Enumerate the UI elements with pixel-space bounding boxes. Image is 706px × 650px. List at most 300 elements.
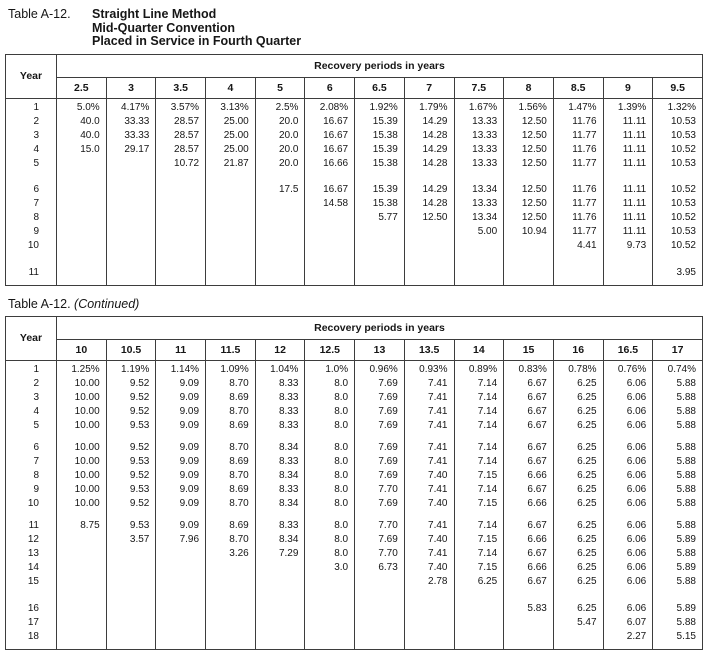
spacer-cell — [653, 171, 703, 183]
table-row — [6, 115, 703, 129]
recovery-periods-header: Recovery periods in years — [57, 54, 703, 77]
spacer-cell — [603, 589, 653, 602]
spacer-cell — [553, 280, 603, 285]
table2-body — [6, 360, 703, 649]
rate-cell: 11.77 — [553, 225, 603, 239]
table-row — [6, 391, 703, 405]
rate-cell — [57, 211, 107, 225]
year-cell: 5 — [6, 157, 57, 171]
table-row — [6, 266, 703, 280]
rate-cell: 7.41 — [404, 377, 454, 391]
rate-cell: 10.00 — [57, 455, 107, 469]
rate-cell — [57, 183, 107, 197]
spacer-cell — [504, 171, 554, 183]
rate-cell: 13.34 — [454, 211, 504, 225]
year-cell: 3 — [6, 391, 57, 405]
rate-cell: 6.67 — [504, 547, 554, 561]
spacer-cell — [305, 511, 355, 519]
rate-cell: 13.33 — [454, 129, 504, 143]
table-row — [6, 363, 703, 377]
rate-cell: 6.06 — [603, 561, 653, 575]
rate-cell: 9.09 — [156, 441, 206, 455]
table-row — [6, 533, 703, 547]
rate-cell: 6.06 — [603, 483, 653, 497]
rate-cell: 0.93% — [404, 363, 454, 377]
table-row — [6, 183, 703, 197]
spacer-cell — [6, 280, 57, 285]
rate-cell — [255, 575, 305, 589]
rate-cell: 7.41 — [404, 405, 454, 419]
spacer-cell — [504, 644, 554, 649]
rate-cell — [106, 239, 156, 253]
rate-cell — [206, 575, 256, 589]
rate-cell: 6.66 — [504, 497, 554, 511]
rate-cell: 5.88 — [653, 469, 703, 483]
rate-cell: 15.38 — [355, 157, 405, 171]
rate-cell: 8.70 — [206, 533, 256, 547]
rate-cell: 8.34 — [255, 533, 305, 547]
table-row — [6, 483, 703, 497]
spacer-cell — [553, 433, 603, 441]
spacer-cell — [6, 253, 57, 266]
rate-cell: 7.40 — [404, 469, 454, 483]
rate-cell: 9.53 — [106, 519, 156, 533]
rate-cell: 14.58 — [305, 197, 355, 211]
rate-cell: 2.27 — [603, 630, 653, 644]
rate-cell — [255, 266, 305, 280]
spacer-cell — [57, 433, 107, 441]
rate-cell: 6.06 — [603, 575, 653, 589]
rate-cell — [255, 616, 305, 630]
rate-cell: 0.96% — [355, 363, 405, 377]
year-cell: 6 — [6, 441, 57, 455]
rate-cell: 6.25 — [553, 561, 603, 575]
spacer-cell — [206, 171, 256, 183]
rate-cell: 12.50 — [404, 211, 454, 225]
spacer-cell — [653, 644, 703, 649]
rate-cell: 10.00 — [57, 391, 107, 405]
rate-cell — [454, 602, 504, 616]
rate-cell: 1.39% — [603, 101, 653, 115]
rate-cell: 11.11 — [603, 225, 653, 239]
table1-title-lines — [92, 8, 301, 49]
rate-cell: 8.69 — [206, 519, 256, 533]
rate-cell: 9.53 — [106, 483, 156, 497]
rate-cell: 3.26 — [206, 547, 256, 561]
rate-cell: 7.40 — [404, 533, 454, 547]
rate-cell: 10.00 — [57, 497, 107, 511]
spacer-cell — [106, 644, 156, 649]
rate-cell: 10.53 — [653, 129, 703, 143]
year-cell: 18 — [6, 630, 57, 644]
spacer-cell — [57, 589, 107, 602]
table-row — [6, 602, 703, 616]
rate-cell: 33.33 — [106, 129, 156, 143]
rate-cell: 7.69 — [355, 377, 405, 391]
rate-cell: 6.67 — [504, 405, 554, 419]
rate-cell: 13.34 — [454, 183, 504, 197]
table-row — [6, 239, 703, 253]
spacer-cell — [355, 511, 405, 519]
table1-title-line-2: Mid-Quarter Convention — [92, 20, 236, 35]
table-row — [6, 211, 703, 225]
recovery-period-column-header: 15 — [504, 339, 554, 360]
rate-cell: 8.33 — [255, 419, 305, 433]
rate-cell — [454, 616, 504, 630]
rate-cell: 5.88 — [653, 519, 703, 533]
rate-cell: 8.33 — [255, 391, 305, 405]
year-cell: 13 — [6, 547, 57, 561]
rate-cell: 11.11 — [603, 197, 653, 211]
rate-cell: 6.25 — [553, 405, 603, 419]
year-cell: 8 — [6, 469, 57, 483]
rate-cell — [504, 616, 554, 630]
rate-cell: 7.15 — [454, 561, 504, 575]
rate-cell: 11.11 — [603, 157, 653, 171]
spacer-cell — [454, 171, 504, 183]
rate-cell: 0.78% — [553, 363, 603, 377]
spacer-cell — [255, 589, 305, 602]
spacer-cell — [255, 253, 305, 266]
rate-cell: 8.69 — [206, 455, 256, 469]
rate-cell: 9.52 — [106, 405, 156, 419]
rate-cell — [206, 266, 256, 280]
rate-cell: 13.33 — [454, 115, 504, 129]
rate-cell — [504, 266, 554, 280]
rate-cell — [106, 547, 156, 561]
spacer-cell — [603, 511, 653, 519]
recovery-period-column-header: 9 — [603, 77, 653, 98]
rate-cell: 6.06 — [603, 455, 653, 469]
spacer-cell — [603, 171, 653, 183]
year-cell: 11 — [6, 519, 57, 533]
rate-cell: 10.00 — [57, 377, 107, 391]
rate-cell: 8.0 — [305, 547, 355, 561]
table2-continued-label: (Continued) — [74, 296, 140, 311]
rate-cell: 8.0 — [305, 469, 355, 483]
rate-cell: 40.0 — [57, 115, 107, 129]
rate-cell: 8.0 — [305, 441, 355, 455]
rate-cell: 1.14% — [156, 363, 206, 377]
rate-cell: 6.25 — [553, 519, 603, 533]
rate-cell: 16.67 — [305, 115, 355, 129]
recovery-period-column-header: 12.5 — [305, 339, 355, 360]
rate-cell — [106, 630, 156, 644]
rate-cell: 5.88 — [653, 575, 703, 589]
spacer-cell — [156, 644, 206, 649]
rate-cell: 7.41 — [404, 455, 454, 469]
rate-cell: 6.25 — [553, 455, 603, 469]
rate-cell — [305, 575, 355, 589]
rate-cell: 5.00 — [454, 225, 504, 239]
spacer-cell — [57, 280, 107, 285]
rate-cell: 4.41 — [553, 239, 603, 253]
rate-cell: 15.38 — [355, 197, 405, 211]
table-row — [6, 101, 703, 115]
spacer-cell — [653, 253, 703, 266]
rate-cell — [206, 225, 256, 239]
table-row — [6, 419, 703, 433]
rate-cell — [355, 266, 405, 280]
recovery-period-column-header: 2.5 — [57, 77, 107, 98]
rate-cell: 40.0 — [57, 129, 107, 143]
recovery-period-column-header: 13.5 — [404, 339, 454, 360]
spacer-cell — [355, 171, 405, 183]
spacer-cell — [57, 253, 107, 266]
rate-cell — [355, 225, 405, 239]
rate-cell: 25.00 — [206, 129, 256, 143]
rate-cell: 11.76 — [553, 211, 603, 225]
rate-cell: 1.04% — [255, 363, 305, 377]
spacer-cell — [305, 644, 355, 649]
rate-cell — [156, 561, 206, 575]
rate-cell: 1.92% — [355, 101, 405, 115]
rate-cell: 9.09 — [156, 483, 206, 497]
rate-cell: 6.06 — [603, 377, 653, 391]
rate-cell: 7.69 — [355, 405, 405, 419]
rate-cell: 6.06 — [603, 547, 653, 561]
year-cell: 8 — [6, 211, 57, 225]
rate-cell: 6.25 — [553, 533, 603, 547]
recovery-period-column-header: 11.5 — [206, 339, 256, 360]
rate-cell: 6.06 — [603, 441, 653, 455]
rate-cell — [57, 602, 107, 616]
table-row — [6, 616, 703, 630]
rate-cell: 7.15 — [454, 469, 504, 483]
rate-cell: 9.73 — [603, 239, 653, 253]
rate-cell — [106, 575, 156, 589]
spacer-cell — [404, 253, 454, 266]
rate-cell: 5.88 — [653, 616, 703, 630]
rate-cell: 8.33 — [255, 483, 305, 497]
spacer-cell — [206, 433, 256, 441]
year-cell: 10 — [6, 239, 57, 253]
rate-cell — [255, 197, 305, 211]
rate-cell: 10.00 — [57, 419, 107, 433]
rate-cell: 2.78 — [404, 575, 454, 589]
spacer-cell — [57, 644, 107, 649]
rate-cell: 5.88 — [653, 455, 703, 469]
rate-cell — [106, 266, 156, 280]
rate-cell — [156, 266, 206, 280]
rate-cell: 1.0% — [305, 363, 355, 377]
spacer-cell — [504, 253, 554, 266]
year-cell: 5 — [6, 419, 57, 433]
rate-cell: 3.0 — [305, 561, 355, 575]
rate-cell — [553, 630, 603, 644]
rate-cell: 15.38 — [355, 129, 405, 143]
rate-cell: 28.57 — [156, 143, 206, 157]
rate-cell: 6.67 — [504, 575, 554, 589]
spacer-row — [6, 280, 703, 285]
rate-cell: 8.69 — [206, 391, 256, 405]
spacer-cell — [603, 280, 653, 285]
spacer-cell — [305, 589, 355, 602]
rate-cell: 14.28 — [404, 129, 454, 143]
rate-cell: 7.70 — [355, 483, 405, 497]
rate-cell: 10.52 — [653, 239, 703, 253]
rate-cell: 7.69 — [355, 469, 405, 483]
rate-cell: 7.41 — [404, 419, 454, 433]
year-cell: 14 — [6, 561, 57, 575]
rate-cell: 14.29 — [404, 143, 454, 157]
rate-cell: 4.17% — [106, 101, 156, 115]
rate-cell: 8.75 — [57, 519, 107, 533]
table-row — [6, 129, 703, 143]
rate-cell: 8.0 — [305, 533, 355, 547]
rate-cell — [355, 602, 405, 616]
table-row — [6, 630, 703, 644]
rate-cell: 5.88 — [653, 405, 703, 419]
spacer-row — [6, 511, 703, 519]
rate-cell — [305, 616, 355, 630]
rate-cell: 6.67 — [504, 377, 554, 391]
rate-cell: 7.69 — [355, 455, 405, 469]
recovery-period-column-header: 3.5 — [156, 77, 206, 98]
spacer-cell — [106, 280, 156, 285]
rate-cell: 6.67 — [504, 441, 554, 455]
rate-cell: 8.34 — [255, 441, 305, 455]
spacer-cell — [106, 171, 156, 183]
rate-cell — [255, 211, 305, 225]
rate-cell: 7.70 — [355, 547, 405, 561]
rate-cell — [355, 239, 405, 253]
rate-cell: 5.89 — [653, 602, 703, 616]
rate-cell — [255, 225, 305, 239]
spacer-cell — [404, 589, 454, 602]
rate-cell: 6.67 — [504, 419, 554, 433]
rate-cell: 7.41 — [404, 483, 454, 497]
rate-cell — [57, 266, 107, 280]
rate-cell: 7.40 — [404, 497, 454, 511]
table-row — [6, 455, 703, 469]
rate-cell: 5.88 — [653, 441, 703, 455]
rate-cell: 7.14 — [454, 377, 504, 391]
rate-cell — [156, 575, 206, 589]
rate-cell: 6.25 — [553, 602, 603, 616]
rate-cell: 9.09 — [156, 469, 206, 483]
spacer-cell — [404, 511, 454, 519]
recovery-period-column-header: 9.5 — [653, 77, 703, 98]
year-cell: 7 — [6, 455, 57, 469]
spacer-row — [6, 433, 703, 441]
rate-cell: 9.09 — [156, 391, 206, 405]
rate-cell — [57, 533, 107, 547]
rate-cell — [106, 183, 156, 197]
recovery-period-column-header: 10.5 — [106, 339, 156, 360]
rate-cell — [305, 225, 355, 239]
rate-cell — [355, 630, 405, 644]
rate-cell: 3.57 — [106, 533, 156, 547]
table-row — [6, 561, 703, 575]
recovery-period-column-header: 6.5 — [355, 77, 405, 98]
rate-cell: 1.32% — [653, 101, 703, 115]
rate-cell: 8.33 — [255, 377, 305, 391]
rate-cell: 8.69 — [206, 483, 256, 497]
recovery-period-column-header: 10 — [57, 339, 107, 360]
spacer-cell — [206, 253, 256, 266]
rate-cell: 28.57 — [156, 115, 206, 129]
year-cell: 2 — [6, 377, 57, 391]
spacer-cell — [454, 253, 504, 266]
rate-cell: 9.09 — [156, 455, 206, 469]
rate-cell: 8.0 — [305, 405, 355, 419]
rate-cell: 2.08% — [305, 101, 355, 115]
rate-cell — [206, 239, 256, 253]
spacer-cell — [255, 280, 305, 285]
rate-cell: 11.11 — [603, 183, 653, 197]
rate-cell: 6.06 — [603, 469, 653, 483]
rate-cell: 20.0 — [255, 129, 305, 143]
rate-cell: 10.53 — [653, 225, 703, 239]
spacer-cell — [106, 433, 156, 441]
rate-cell: 8.70 — [206, 377, 256, 391]
rate-cell — [106, 225, 156, 239]
rate-cell: 8.0 — [305, 519, 355, 533]
rate-cell: 11.11 — [603, 115, 653, 129]
recovery-period-column-header: 7 — [404, 77, 454, 98]
year-cell: 10 — [6, 497, 57, 511]
rate-cell — [454, 630, 504, 644]
rate-cell — [106, 602, 156, 616]
rate-cell: 12.50 — [504, 115, 554, 129]
rate-cell — [305, 630, 355, 644]
rate-cell: 12.50 — [504, 183, 554, 197]
rate-cell — [305, 602, 355, 616]
depreciation-table-1 — [5, 54, 703, 286]
rate-cell: 10.00 — [57, 405, 107, 419]
year-cell: 12 — [6, 533, 57, 547]
rate-cell — [206, 616, 256, 630]
spacer-cell — [553, 171, 603, 183]
rate-cell: 9.09 — [156, 377, 206, 391]
rate-cell — [305, 211, 355, 225]
rate-cell: 6.25 — [553, 469, 603, 483]
rate-cell: 2.5% — [255, 101, 305, 115]
year-cell: 16 — [6, 602, 57, 616]
rate-cell — [156, 239, 206, 253]
rate-cell: 8.33 — [255, 405, 305, 419]
recovery-period-column-header: 12 — [255, 339, 305, 360]
rate-cell: 7.15 — [454, 533, 504, 547]
spacer-cell — [206, 280, 256, 285]
recovery-period-column-header: 14 — [454, 339, 504, 360]
rate-cell: 6.06 — [603, 602, 653, 616]
spacer-cell — [156, 589, 206, 602]
year-cell: 9 — [6, 483, 57, 497]
rate-cell: 6.67 — [504, 519, 554, 533]
rate-cell: 1.79% — [404, 101, 454, 115]
rate-cell: 14.28 — [404, 197, 454, 211]
rate-cell: 6.25 — [553, 391, 603, 405]
rate-cell: 25.00 — [206, 143, 256, 157]
rate-cell — [255, 239, 305, 253]
year-cell: 1 — [6, 363, 57, 377]
rate-cell: 7.29 — [255, 547, 305, 561]
rate-cell: 13.33 — [454, 157, 504, 171]
rate-cell: 6.06 — [603, 519, 653, 533]
rate-cell: 8.0 — [305, 497, 355, 511]
rate-cell — [404, 602, 454, 616]
rate-cell: 11.77 — [553, 157, 603, 171]
rate-cell — [404, 616, 454, 630]
rate-cell: 3.95 — [653, 266, 703, 280]
table-row — [6, 377, 703, 391]
rate-cell — [504, 239, 554, 253]
rate-cell — [106, 157, 156, 171]
rate-cell: 9.52 — [106, 497, 156, 511]
rate-cell: 6.66 — [504, 469, 554, 483]
